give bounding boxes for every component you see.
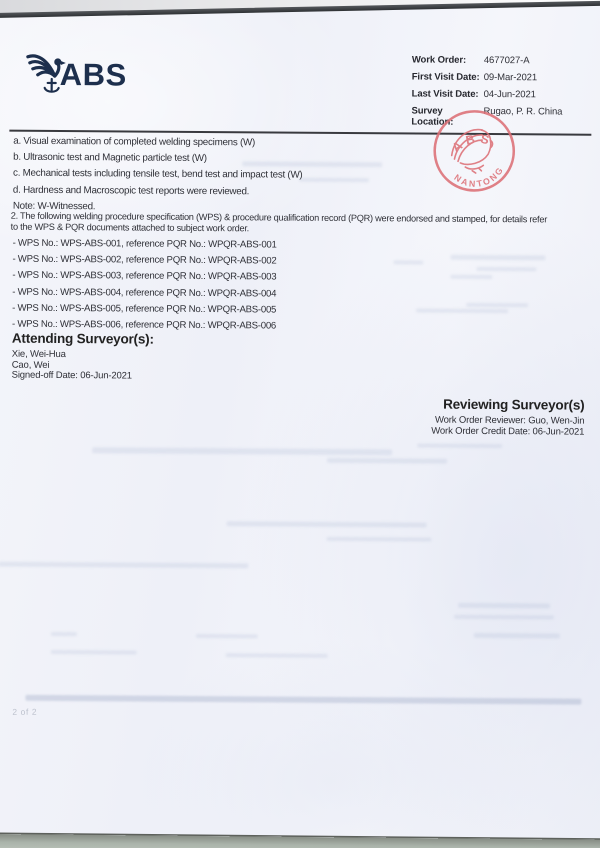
last-visit-date-value: 04-Jun-2021 <box>483 88 536 101</box>
bleed-through-artifact <box>416 308 508 313</box>
test-item-c: c. Mechanical tests including tensile test, bend test and impact test (W) <box>13 168 303 182</box>
bleed-through-artifact <box>0 562 248 569</box>
bleed-through-artifact <box>25 695 581 705</box>
bleed-through-artifact <box>92 447 392 455</box>
attending-surveyor-name: Cao, Wei <box>11 359 50 371</box>
signed-off-date: Signed-off Date: 06-Jun-2021 <box>11 369 132 382</box>
bleed-through-artifact <box>327 458 447 464</box>
wps-pqr-paragraph: 2. The following welding procedure specification (WPS) & procedure qualification record (PQR) were endorsed and stamped, for details refer to the WPS & PQR documents attached to subject work order. <box>10 210 548 234</box>
test-item-b: b. Ultrasonic test and Magnetic particle test (W) <box>13 151 207 165</box>
bleed-through-artifact <box>226 653 328 658</box>
bleed-through-artifact <box>393 260 423 264</box>
bleed-through-artifact <box>51 632 77 636</box>
attending-surveyors-section <box>12 331 154 383</box>
attending-surveyors-heading: Attending Surveyor(s): <box>11 330 154 347</box>
abs-nantong-stamp <box>419 95 530 206</box>
wps-reference-list <box>12 235 277 335</box>
header-row-work-order <box>412 54 598 66</box>
stamp-bottom-text: NANTONG <box>452 164 507 190</box>
wps-item-004: - WPS No.: WPS-ABS-004, reference PQR No.: WPQR-ABS-004 <box>12 286 277 300</box>
page-number-indicator: 2 of 2 <box>12 706 38 717</box>
abs-logo <box>26 50 156 101</box>
test-item-list <box>13 133 303 201</box>
wps-item-006: - WPS No.: WPS-ABS-006, reference PQR No.: WPQR-ABS-006 <box>11 318 277 332</box>
last-visit-date-label: Last Visit Date: <box>411 88 479 100</box>
bleed-through-artifact <box>196 634 258 638</box>
bleed-through-artifact <box>417 444 502 449</box>
bleed-through-artifact <box>327 537 432 542</box>
header-row-first-visit <box>412 71 598 83</box>
survey-location-value: Rugao, P. R. China <box>483 105 563 118</box>
bleed-through-artifact <box>299 178 369 182</box>
abs-logo-text: ABS <box>59 56 127 93</box>
first-visit-date-value: 09-Mar-2021 <box>483 71 538 84</box>
work-order-reviewer: Work Order Reviewer: Guo, Wen-Jin <box>434 414 585 427</box>
bleed-through-artifact <box>450 255 545 261</box>
bleed-through-artifact <box>474 633 560 639</box>
bleed-through-artifact <box>466 303 528 307</box>
bleed-through-artifact <box>450 275 492 279</box>
bleed-through-artifact <box>242 161 382 167</box>
test-item-a: a. Visual examination of completed welding specimens (W) <box>13 135 256 149</box>
wps-item-002: - WPS No.: WPS-ABS-002, reference PQR No.: WPQR-ABS-002 <box>12 253 277 267</box>
witnessed-note: Note: W-Witnessed. <box>12 200 96 212</box>
bleed-through-artifact <box>454 615 554 620</box>
wps-item-001: - WPS No.: WPS-ABS-001, reference PQR No.: WPQR-ABS-001 <box>12 237 277 251</box>
bleed-through-artifact <box>227 521 427 527</box>
reviewing-surveyors-heading: Reviewing Surveyor(s) <box>443 396 585 413</box>
bleed-through-artifact <box>458 603 550 609</box>
wps-item-003: - WPS No.: WPS-ABS-003, reference PQR No.: WPQR-ABS-003 <box>12 269 277 283</box>
attending-surveyor-name: Xie, Wei-Hua <box>11 348 66 361</box>
work-order-value: 4677027-A <box>483 54 530 67</box>
work-order-label: Work Order: <box>411 54 467 66</box>
bleed-through-artifact <box>51 650 137 655</box>
work-order-credit-date: Work Order Credit Date: 06-Jun-2021 <box>431 425 585 438</box>
reviewing-surveyors-section <box>431 397 584 438</box>
first-visit-date-label: First Visit Date: <box>411 71 480 83</box>
wps-item-005: - WPS No.: WPS-ABS-005, reference PQR No.: WPQR-ABS-005 <box>12 302 277 316</box>
test-item-d: d. Hardness and Macroscopic test reports were reviewed. <box>12 184 250 198</box>
survey-location-label: Survey Location: <box>411 105 454 128</box>
stamp-top-text: ABS <box>449 131 495 156</box>
bleed-through-artifact <box>476 267 536 271</box>
